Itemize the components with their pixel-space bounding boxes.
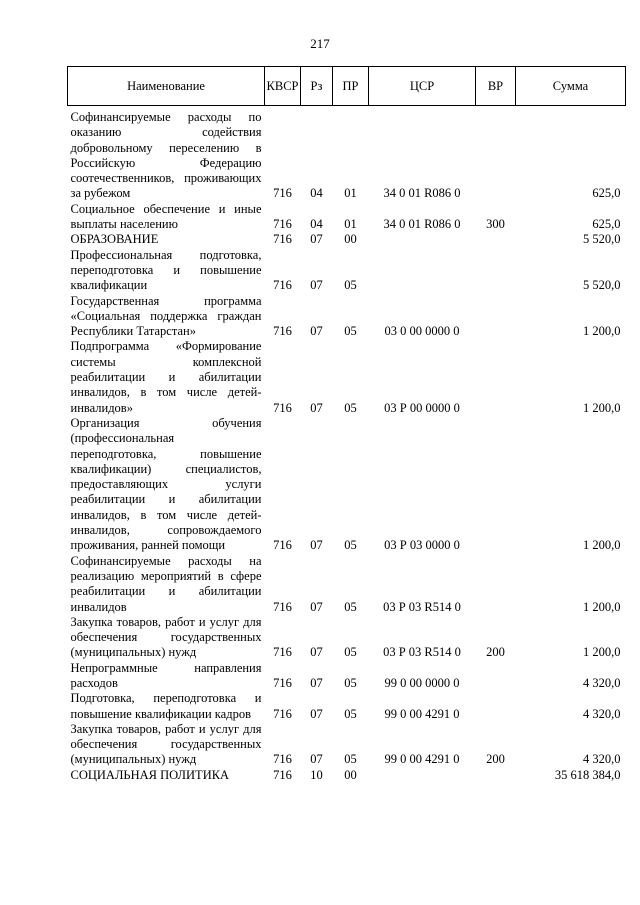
row-name-cell: ОБРАЗОВАНИЕ: [70, 232, 159, 247]
row-vr-cell: [476, 416, 516, 554]
row-kvsr-cell: 716: [273, 675, 292, 690]
row-csr-cell: 03 Р 03 0000 0: [384, 538, 460, 553]
row-kvsr-cell: 716: [273, 232, 292, 247]
row-sum-cell: 1 200,0: [583, 645, 621, 660]
row-rz-cell: 07: [310, 706, 323, 721]
row-rz-cell: 07: [310, 278, 323, 293]
row-name-cell: Организация обучения (профессиональная переподготовка, повышение квалификации) специалистов, предоставляющих услуги реабилитации и абилитации инвалидов, в том числе детей-инвалидов, сопровождаемого проживания, ранней помощи: [70, 415, 262, 553]
header-sum: Сумма: [516, 67, 626, 106]
row-csr-cell: 99 0 00 0000 0: [384, 675, 460, 690]
row-sum-cell: 4 320,0: [583, 706, 621, 721]
row-sum-cell: 5 520,0: [583, 278, 621, 293]
row-kvsr-cell: 716: [273, 278, 292, 293]
row-pr-cell: 05: [344, 645, 357, 660]
row-csr-cell: 34 0 01 R086 0: [383, 217, 461, 232]
budget-table: [67, 66, 626, 783]
row-pr-cell: 00: [344, 767, 357, 782]
row-csr-cell: 03 Р 00 0000 0: [384, 400, 460, 415]
row-sum-cell: 1 200,0: [583, 324, 621, 339]
table-row: [68, 232, 626, 247]
row-vr-cell: [476, 691, 516, 722]
row-csr-cell: 03 0 00 0000 0: [384, 324, 460, 339]
row-rz-cell: 07: [310, 538, 323, 553]
page-number: 217: [310, 36, 330, 51]
row-pr-cell: 00: [344, 232, 357, 247]
row-name-cell: Подготовка, переподготовка и повышение квалификации кадров: [70, 691, 262, 721]
row-csr-cell: 99 0 00 4291 0: [384, 706, 460, 721]
row-sum-cell: 1 200,0: [583, 599, 621, 614]
row-csr-cell: 03 Р 03 R514 0: [383, 599, 461, 614]
row-csr-cell: [369, 768, 476, 783]
header-vr: ВР: [476, 67, 516, 106]
row-kvsr-cell: 716: [273, 324, 292, 339]
row-csr-cell: 99 0 00 4291 0: [384, 752, 460, 767]
row-name-cell: Подпрограмма «Формирование системы комплексной реабилитации и абилитации инвалидов, в том числе детей-инвалидов»: [70, 339, 262, 415]
row-vr-cell: [476, 248, 516, 294]
row-csr-cell: 34 0 01 R086 0: [383, 186, 461, 201]
row-pr-cell: 01: [344, 217, 357, 232]
row-vr-cell: 200: [486, 752, 505, 767]
row-name-cell: Непрограммные направления расходов: [70, 660, 262, 690]
row-rz-cell: 07: [310, 324, 323, 339]
row-kvsr-cell: 716: [273, 400, 292, 415]
row-pr-cell: 01: [344, 186, 357, 201]
row-rz-cell: 04: [310, 217, 323, 232]
row-vr-cell: [476, 106, 516, 202]
row-sum-cell: 4 320,0: [583, 752, 621, 767]
row-rz-cell: 07: [310, 400, 323, 415]
row-csr-cell: 03 Р 03 R514 0: [383, 645, 461, 660]
row-name-cell: Профессиональная подготовка, переподготовка и повышение квалификации: [70, 247, 262, 293]
table-body: [68, 106, 626, 784]
row-vr-cell: [476, 768, 516, 783]
table-row: [68, 294, 626, 340]
row-kvsr-cell: 716: [273, 752, 292, 767]
row-name-cell: Государственная программа «Социальная поддержка граждан Республики Татарстан»: [70, 293, 262, 339]
row-rz-cell: 07: [310, 232, 323, 247]
row-rz-cell: 07: [310, 645, 323, 660]
table-row: [68, 416, 626, 554]
row-pr-cell: 05: [344, 675, 357, 690]
row-name-cell: Социальное обеспечение и иные выплаты населению: [70, 201, 262, 232]
row-rz-cell: 10: [310, 767, 323, 782]
table-row: [68, 106, 626, 202]
row-sum-cell: 625,0: [592, 186, 621, 201]
row-kvsr-cell: 716: [273, 538, 292, 553]
row-pr-cell: 05: [344, 278, 357, 293]
row-rz-cell: 07: [310, 752, 323, 767]
table-row: [68, 248, 626, 294]
row-sum-cell: 1 200,0: [583, 538, 621, 553]
row-name-cell: Закупка товаров, работ и услуг для обеспечения государственных (муниципальных) нужд: [70, 721, 262, 767]
table-row: [68, 722, 626, 768]
row-rz-cell: 04: [310, 186, 323, 201]
row-kvsr-cell: 716: [273, 645, 292, 660]
row-sum-cell: 4 320,0: [583, 675, 621, 690]
header-csr: ЦСР: [369, 67, 476, 106]
row-vr-cell: [476, 294, 516, 340]
row-csr-cell: [369, 232, 476, 247]
row-name-cell: Софинансируемые расходы по оказанию содействия добровольному переселению в Российскую Федерацию соотечественников, проживающих за рубежом: [70, 110, 262, 201]
row-rz-cell: 07: [310, 599, 323, 614]
row-pr-cell: 05: [344, 400, 357, 415]
table-row: [68, 661, 626, 692]
row-kvsr-cell: 716: [273, 599, 292, 614]
row-vr-cell: 300: [486, 217, 505, 232]
table-row: [68, 554, 626, 615]
table-row: [68, 202, 626, 233]
row-pr-cell: 05: [344, 324, 357, 339]
row-kvsr-cell: 716: [273, 186, 292, 201]
row-csr-cell: [369, 248, 476, 294]
table-row: [68, 768, 626, 783]
row-name-cell: Софинансируемые расходы на реализацию мероприятий в сфере реабилитации и абилитации инвалидов: [70, 553, 262, 614]
row-kvsr-cell: 716: [273, 767, 292, 782]
row-rz-cell: 07: [310, 675, 323, 690]
table-row: [68, 615, 626, 661]
row-pr-cell: 05: [344, 752, 357, 767]
row-kvsr-cell: 716: [273, 706, 292, 721]
row-vr-cell: [476, 554, 516, 615]
row-sum-cell: 35 618 384,0: [554, 767, 621, 782]
row-pr-cell: 05: [344, 538, 357, 553]
header-pr: ПР: [333, 67, 369, 106]
row-vr-cell: [476, 339, 516, 415]
header-name: Наименование: [68, 67, 265, 106]
row-vr-cell: [476, 661, 516, 692]
row-sum-cell: 5 520,0: [583, 232, 621, 247]
table-row: [68, 339, 626, 415]
table-header: [68, 67, 626, 106]
row-name-cell: СОЦИАЛЬНАЯ ПОЛИТИКА: [70, 767, 230, 782]
row-pr-cell: 05: [344, 706, 357, 721]
row-name-cell: Закупка товаров, работ и услуг для обеспечения государственных (муниципальных) нужд: [70, 614, 262, 660]
row-pr-cell: 05: [344, 599, 357, 614]
header-kvsr: КВСР: [265, 67, 301, 106]
row-sum-cell: 1 200,0: [583, 400, 621, 415]
row-kvsr-cell: 716: [273, 217, 292, 232]
header-rz: Рз: [301, 67, 333, 106]
row-vr-cell: [476, 232, 516, 247]
row-sum-cell: 625,0: [592, 217, 621, 232]
row-vr-cell: 200: [486, 645, 505, 660]
table-row: [68, 691, 626, 722]
